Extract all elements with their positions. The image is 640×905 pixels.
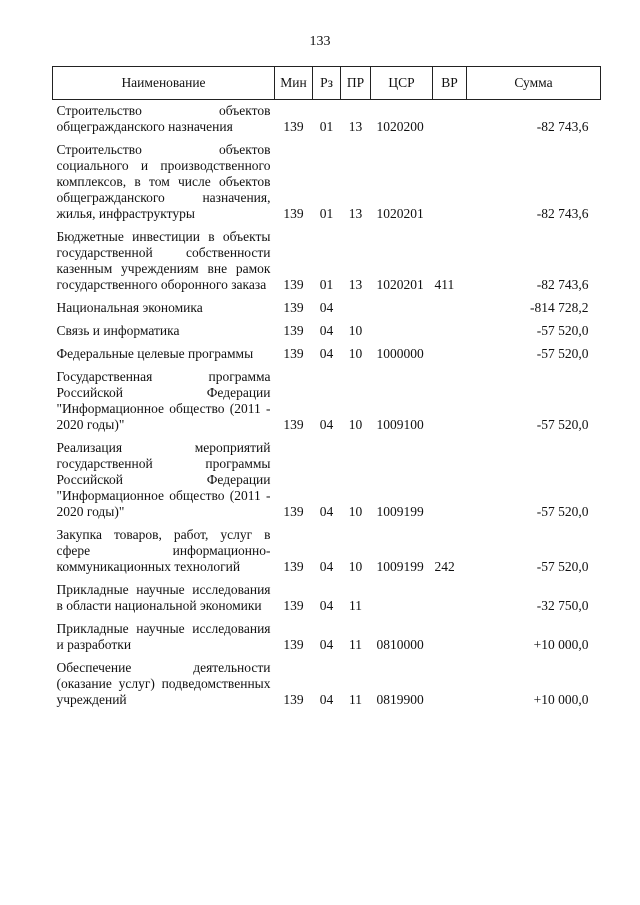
row-min: 139 [283,559,304,574]
table-row [53,343,601,366]
row-sum: -57 520,0 [536,417,589,432]
row-csr: 0819900 [376,692,424,707]
row-rz: 04 [319,323,334,338]
row-vr [433,343,467,366]
row-csr [371,297,433,320]
row-csr: 1009199 [376,559,424,574]
row-rz: 04 [319,692,334,707]
table-row [53,226,601,297]
row-pr: 10 [348,559,363,574]
row-csr: 1020201 [376,277,424,292]
row-sum: -57 520,0 [536,346,589,361]
row-min: 139 [283,417,304,432]
header-vr: ВР [433,67,467,100]
row-csr: 1020201 [376,206,424,221]
row-pr: 13 [348,277,363,292]
row-min: 139 [283,323,304,338]
row-pr: 11 [349,692,362,707]
header-sum: Сумма [467,67,601,100]
row-min: 139 [283,346,304,361]
row-sum: -57 520,0 [536,559,589,574]
row-rz: 04 [319,637,334,652]
row-sum: -82 743,6 [536,206,589,221]
row-min: 139 [283,277,304,292]
table-row [53,320,601,343]
row-name: Федеральные целевые программы [56,346,254,361]
table-row [53,618,601,657]
row-name: Реализация мероприятий государственной программы Российской Федерации "Информационное общество (2011 - 2020 годы)" [56,440,271,519]
table-row [53,657,601,712]
header-name: Наименование [53,67,275,100]
row-vr [433,297,467,320]
row-rz: 04 [319,504,334,519]
row-name: Национальная экономика [56,300,203,315]
row-csr [371,320,433,343]
header-min: Мин [275,67,313,100]
row-csr: 1009100 [376,417,424,432]
row-name: Государственная программа Российской Федерации "Информационное общество (2011 - 2020 годы)" [56,369,271,432]
row-name: Обеспечение деятельности (оказание услуг) подведомственных учреждений [56,660,271,707]
row-sum: -82 743,6 [536,277,589,292]
row-csr: 0810000 [376,637,424,652]
row-pr: 10 [348,417,363,432]
row-rz: 04 [319,300,334,315]
row-min: 139 [283,598,304,613]
row-name: Закупка товаров, работ, услуг в сфере информационно-коммуникационных технологий [56,527,271,574]
row-pr: 13 [348,119,363,134]
row-pr: 11 [349,598,362,613]
row-vr [433,139,467,226]
row-vr [433,366,467,437]
row-vr: 242 [434,559,455,574]
row-rz: 04 [319,417,334,432]
row-min: 139 [283,300,304,315]
row-pr: 13 [348,206,363,221]
row-csr [371,579,433,618]
row-vr [433,657,467,712]
row-vr [433,618,467,657]
row-sum: +10 000,0 [533,637,589,652]
row-sum: -814 728,2 [530,300,589,315]
row-rz: 01 [319,119,334,134]
table-row [53,437,601,524]
row-vr: 411 [434,277,455,292]
row-name: Связь и информатика [56,323,180,338]
table-row [53,366,601,437]
row-pr: 10 [348,323,363,338]
row-vr [433,579,467,618]
row-pr: 10 [348,504,363,519]
row-name: Строительство объектов общегражданского назначения [56,103,271,134]
row-name: Прикладные научные исследования в области национальной экономики [56,582,271,613]
row-csr: 1020200 [376,119,424,134]
row-rz: 04 [319,598,334,613]
row-vr [433,100,467,140]
table-row [53,297,601,320]
header-csr: ЦСР [371,67,433,100]
row-rz: 04 [319,346,334,361]
row-min: 139 [283,637,304,652]
row-sum: +10 000,0 [533,692,589,707]
row-csr: 1009199 [376,504,424,519]
page-number: 133 [309,34,331,49]
row-rz: 01 [319,277,334,292]
row-min: 139 [283,206,304,221]
table-row [53,524,601,579]
row-min: 139 [283,119,304,134]
row-min: 139 [283,692,304,707]
row-pr [341,297,371,320]
table-row [53,100,601,140]
row-vr [433,437,467,524]
row-csr: 1000000 [376,346,424,361]
row-sum: -82 743,6 [536,119,589,134]
header-pr: ПР [341,67,371,100]
budget-table [52,66,601,712]
table-row [53,139,601,226]
row-pr: 10 [348,346,363,361]
row-sum: -57 520,0 [536,504,589,519]
row-pr: 11 [349,637,362,652]
table-row [53,579,601,618]
row-sum: -32 750,0 [536,598,589,613]
row-sum: -57 520,0 [536,323,589,338]
header-rz: Рз [313,67,341,100]
row-name: Прикладные научные исследования и разработки [56,621,271,652]
row-rz: 01 [319,206,334,221]
row-vr [433,320,467,343]
table-header-row [53,67,601,100]
row-name: Бюджетные инвестиции в объекты государственной собственности казенным учреждениям вне рамок государственного оборонного заказа [56,229,271,292]
row-name: Строительство объектов социального и производственного комплексов, в том числе объектов общегражданского назначения, жилья, инфраструктуры [56,142,271,221]
row-min: 139 [283,504,304,519]
row-rz: 04 [319,559,334,574]
